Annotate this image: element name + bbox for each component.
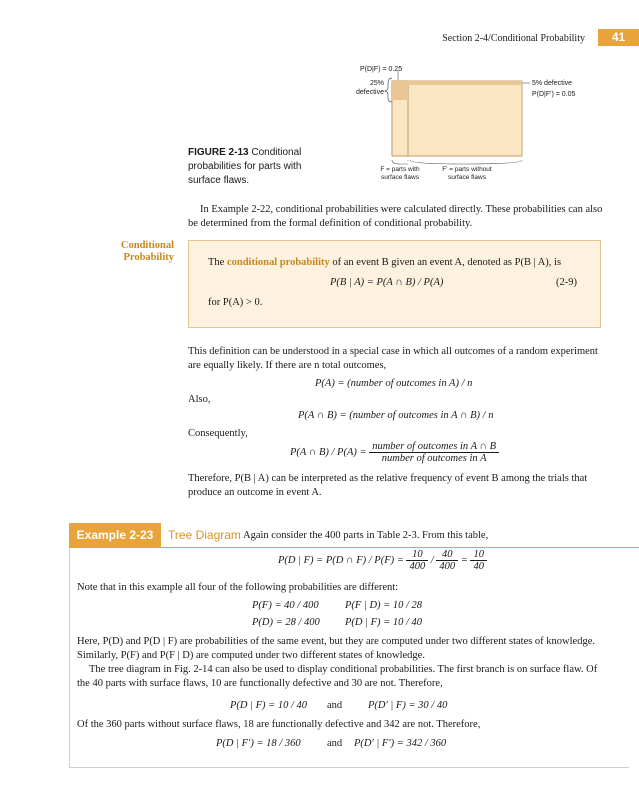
example-note: Note that in this example all four of the following probabilities are different: bbox=[77, 582, 399, 593]
definition-condition: for P(A) > 0. bbox=[208, 297, 263, 308]
sample-space-rect bbox=[392, 81, 522, 156]
figure-left-word: defective bbox=[355, 89, 384, 96]
margin-title-line2: Probability bbox=[123, 252, 174, 263]
example-title: Tree Diagram bbox=[168, 528, 241, 542]
example-intro: Again consider the 400 parts in Table 2-3. From this table, bbox=[243, 530, 489, 541]
definition-statement bbox=[208, 256, 598, 270]
figure-bottom-left-label bbox=[372, 166, 428, 182]
figure-bottom-right-label bbox=[432, 166, 502, 182]
example-here-paragraph: Here, P(D) and P(D | F) are probabilities of the same event, but they are computed under two different states of knowledge. Similarly, P(F) and P(F | D) are computed under two different states of knowledge. bbox=[77, 636, 596, 661]
prob-pdf: P(D | F) = 10 / 40 bbox=[345, 617, 423, 628]
frac3-num: 10 bbox=[470, 549, 487, 561]
figure-caption-line2: probabilities for parts with bbox=[188, 161, 302, 172]
prob-pf: P(F) = 40 / 400 bbox=[252, 600, 319, 611]
definition-formula: P(B | A) = P(A ∩ B) / P(A) bbox=[330, 277, 444, 288]
therefore-paragraph: Therefore, P(B | A) can be interpreted as the relative frequency of event B among the trials that produce an outcome in event A. bbox=[188, 473, 588, 498]
figure-right-prob: P(D|F′) = 0.05 bbox=[532, 91, 576, 98]
frac1-num: 10 bbox=[406, 549, 428, 561]
frac1-den: 400 bbox=[409, 561, 426, 572]
figure-right-label bbox=[532, 78, 575, 100]
example-bottom-rule bbox=[69, 767, 629, 768]
figure-caption-line1: Conditional bbox=[251, 147, 302, 158]
equation-1: P(A) = (number of outcomes in A) / n bbox=[315, 378, 473, 389]
equation-3-lhs: P(A ∩ B) / P(A) = bbox=[290, 447, 367, 458]
prob-pfd: P(F | D) = 10 / 28 bbox=[345, 600, 423, 611]
figure-caption-line3: surface flaws. bbox=[188, 175, 250, 186]
figure-caption bbox=[188, 146, 338, 188]
and-2: and bbox=[327, 738, 343, 749]
example-360-paragraph: Of the 360 parts without surface flaws, 18 are functionally defective and 342 are not. Therefore, bbox=[77, 719, 481, 730]
page-number: 41 bbox=[598, 29, 639, 46]
definition-margin-title bbox=[100, 240, 174, 264]
eq-pdf-tree: P(D | F) = 10 / 40 bbox=[230, 700, 308, 711]
figure-left-label bbox=[346, 79, 384, 97]
figure-left-pct: 25% bbox=[369, 80, 384, 87]
eq-pdprime-fprime: P(D′ | F′) = 342 / 360 bbox=[354, 738, 447, 749]
definition-term: conditional probability bbox=[226, 257, 330, 268]
definition-eq-number: (2-9) bbox=[556, 277, 577, 288]
example-main-lhs: P(D | F) = P(D ∩ F) / P(F) = bbox=[278, 555, 404, 566]
bottom-brace-right-icon bbox=[410, 160, 522, 164]
definition-text-after: of an event B given an event A, denoted as P(B | A), is bbox=[332, 257, 562, 268]
frac-10-40 bbox=[470, 549, 487, 572]
frac2-den: 400 bbox=[439, 561, 456, 572]
figure-bottom-right-line1: F′ = parts without bbox=[442, 166, 492, 173]
figure-diagram bbox=[384, 70, 544, 170]
example-left-rule bbox=[69, 523, 70, 768]
unflawed-defective-region bbox=[408, 81, 522, 85]
eq-pd-fprime: P(D | F′) = 18 / 360 bbox=[216, 738, 301, 749]
running-head: Section 2-4/Conditional Probability bbox=[442, 33, 585, 44]
prob-pd: P(D) = 28 / 400 bbox=[252, 617, 320, 628]
frac3-den: 40 bbox=[473, 561, 484, 572]
equation-3 bbox=[290, 441, 499, 464]
intro-paragraph: In Example 2-22, conditional probabilities were calculated directly. These probabilities can also be determined from the formal definition of conditional probability. bbox=[188, 204, 603, 229]
margin-title-line1: Conditional bbox=[120, 240, 174, 251]
example-main-equation: P(D | F) = P(D ∩ F) / P(F) = $\frac{10}{400}$ / $\frac{40}{400}$ = $\frac{10}{40}$ bbox=[278, 549, 487, 572]
consequently-text: Consequently, bbox=[188, 428, 248, 439]
equation-2: P(A ∩ B) = (number of outcomes in A ∩ B) / n bbox=[298, 410, 494, 421]
figure-caption-number: FIGURE 2-13 bbox=[188, 147, 249, 158]
example-label: Example 2-23 bbox=[69, 523, 161, 547]
equation-3-denominator: number of outcomes in A bbox=[381, 453, 487, 464]
figure-bottom-left-line2: surface flaws bbox=[381, 174, 419, 181]
flawed-defective-region bbox=[392, 81, 408, 100]
and-1: and bbox=[327, 700, 343, 711]
figure-right-pct: 5% defective bbox=[532, 80, 573, 87]
frac-10-400 bbox=[406, 549, 428, 572]
example-header-rule bbox=[69, 547, 639, 548]
figure-top-label: P(D|F) = 0.25 bbox=[360, 66, 403, 73]
equation-3-numerator: number of outcomes in A ∩ B bbox=[369, 441, 499, 453]
example-tree-paragraph: The tree diagram in Fig. 2-14 can also be used to display conditional probabilities. The first branch is on surface flaw. Of the 40 parts with surface flaws, 10 are functionally defective and 30 are not. Therefore, bbox=[77, 664, 598, 689]
bottom-brace-left-icon bbox=[392, 160, 408, 164]
definition-text-before: The bbox=[208, 257, 225, 268]
also-text: Also, bbox=[188, 394, 211, 405]
equation-3-fraction bbox=[369, 441, 499, 464]
left-brace-icon bbox=[385, 78, 392, 102]
frac-40-400 bbox=[436, 549, 458, 572]
body-paragraph-1: This definition can be understood in a special case in which all outcomes of a random experiment are equally likely. If there are n total outcomes, bbox=[188, 346, 598, 371]
eq-pdprime-f: P(D′ | F) = 30 / 40 bbox=[368, 700, 448, 711]
figure-bottom-right-line2: surface flaws bbox=[448, 174, 486, 181]
frac2-num: 40 bbox=[436, 549, 458, 561]
figure-bottom-left-line1: F = parts with bbox=[380, 166, 420, 173]
